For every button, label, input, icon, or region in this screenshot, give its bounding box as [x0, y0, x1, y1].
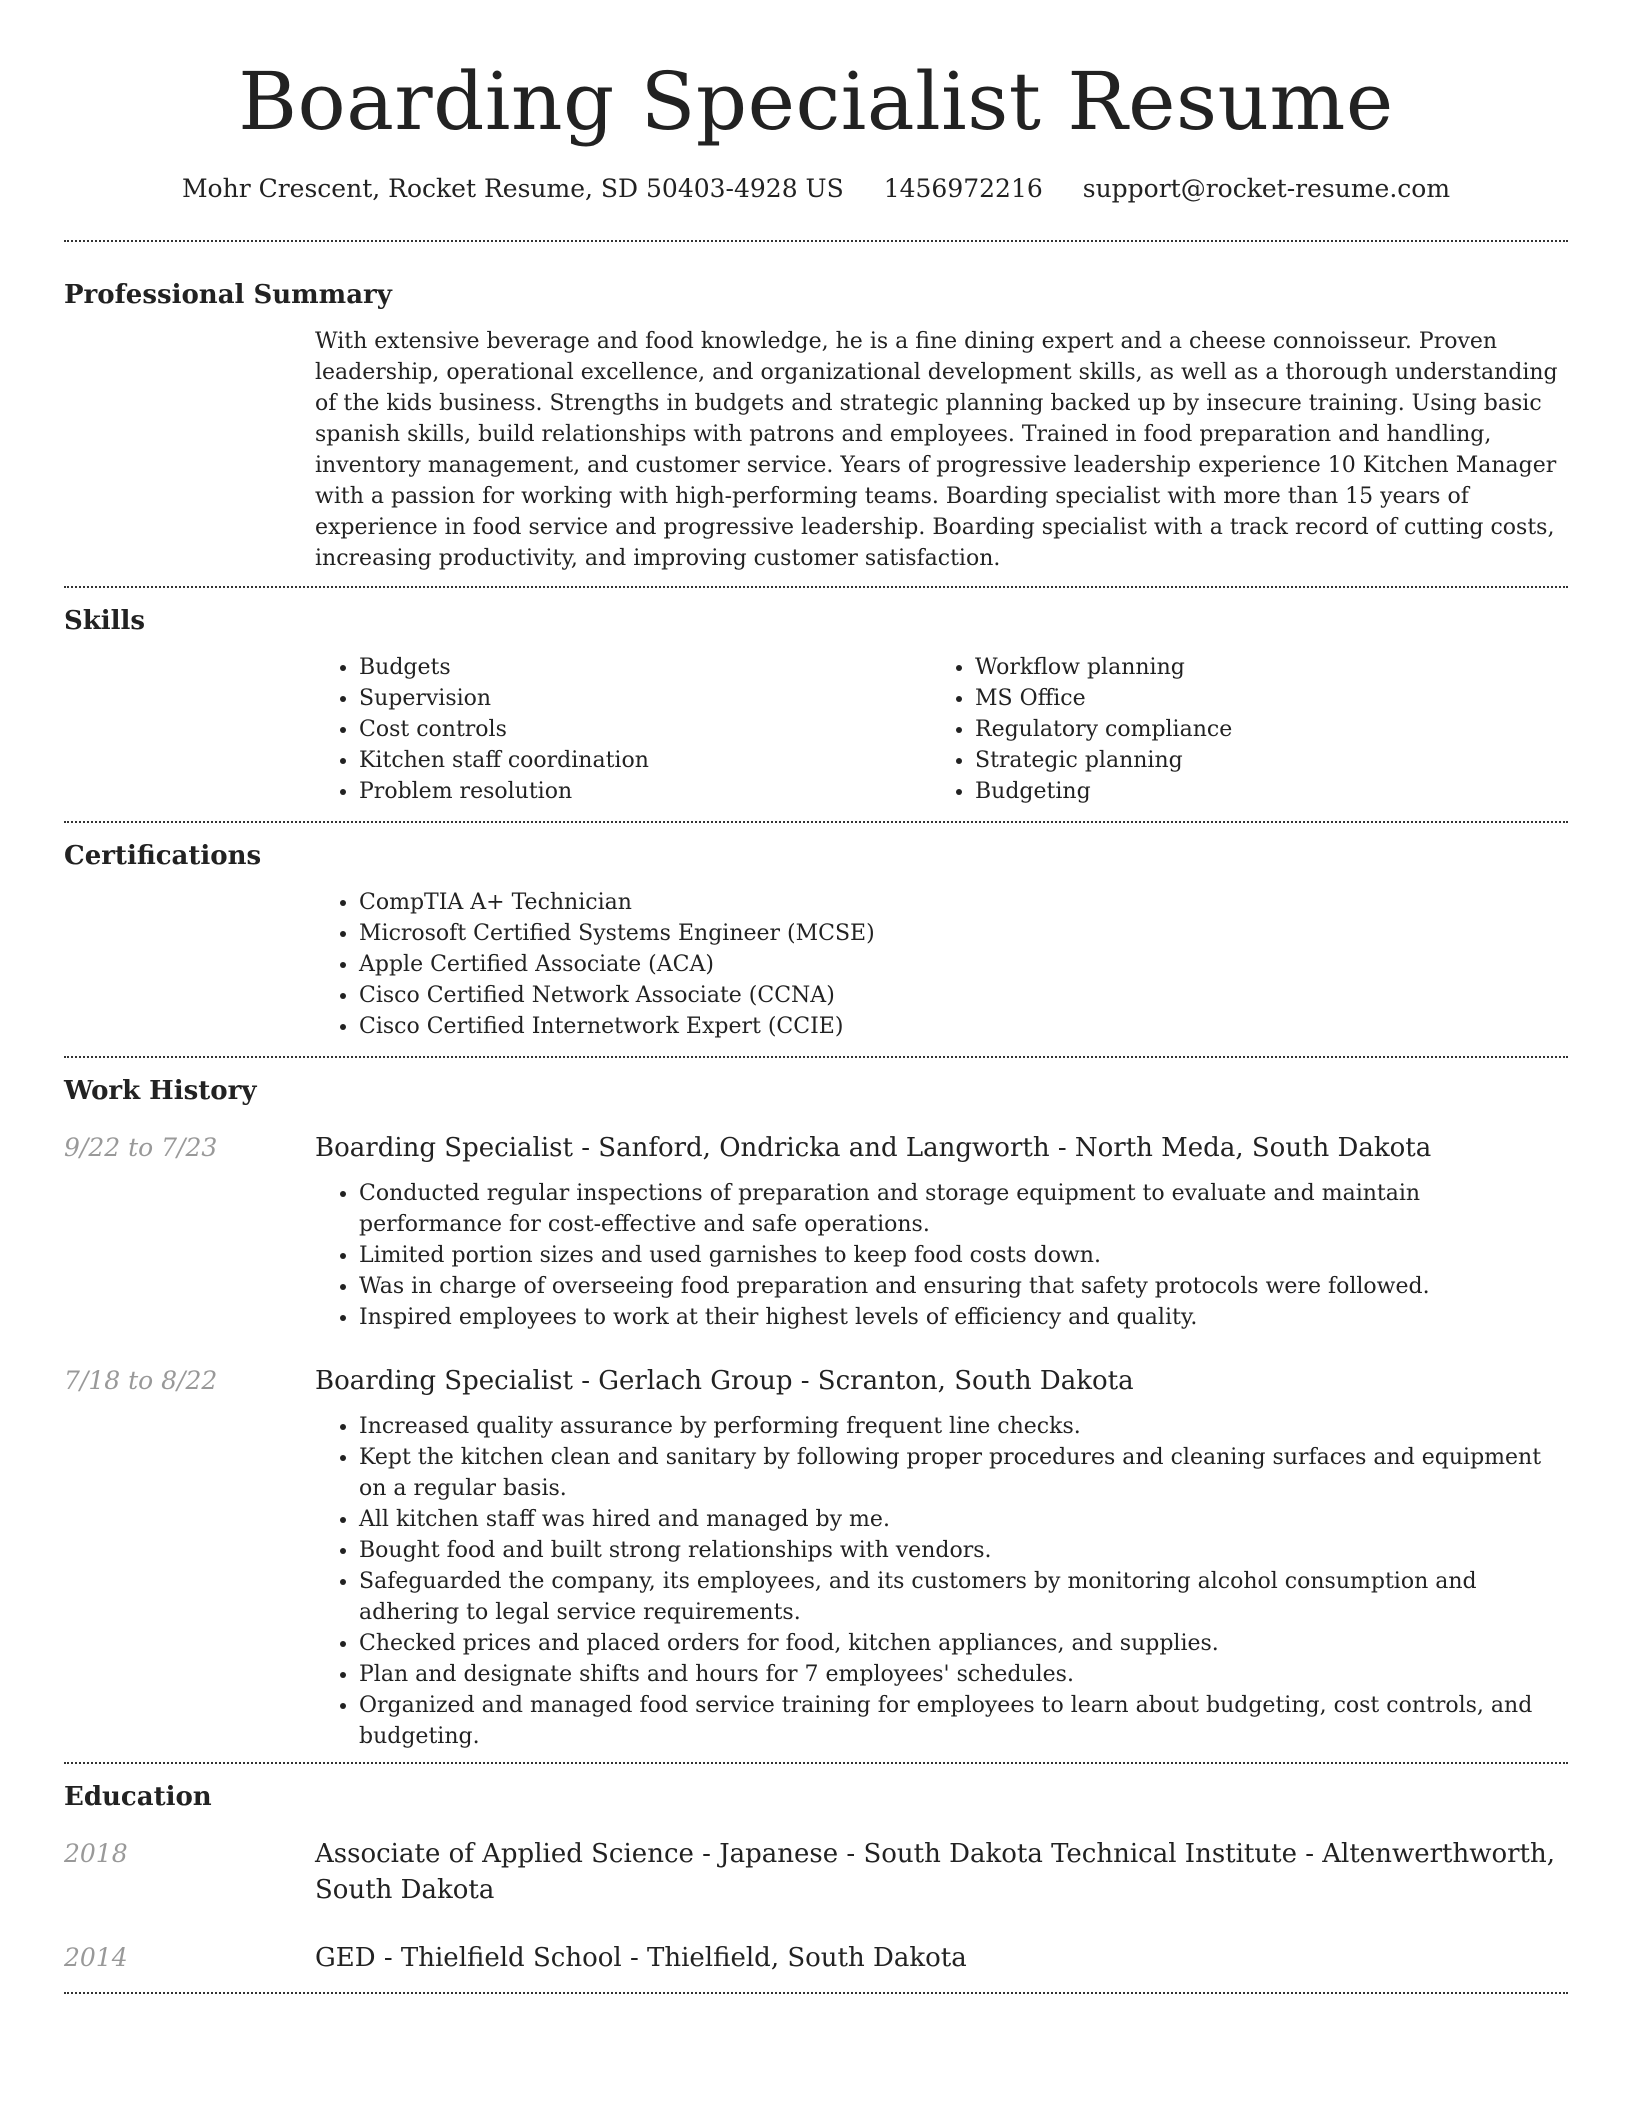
skills-grid — [315, 638, 1568, 821]
job-entry — [64, 1130, 1568, 1333]
job-bullet: • Was in charge of overseeing food preparation and ensuring that safety protocols were followed. — [359, 1271, 1568, 1302]
job-dates: 7/18 to 8/22 — [64, 1366, 218, 1395]
certifications-body — [315, 873, 1568, 1056]
job-bullet: • Increased quality assurance by performing frequent line checks. — [359, 1411, 1568, 1442]
certifications-list — [315, 887, 1568, 1042]
education-entry — [64, 1836, 1568, 1908]
skill-item: • MS Office — [975, 683, 1547, 714]
certifications-section — [64, 823, 1568, 1056]
education-title: Associate of Applied Science - Japanese - South Dakota Technical Institute - Altenwerthworth, South Dakota — [315, 1839, 1556, 1905]
skills-heading: Skills — [64, 606, 146, 636]
summary-section — [64, 242, 1568, 586]
job-bullets — [315, 1411, 1568, 1752]
work-history-heading: Work History — [64, 1076, 257, 1106]
skills-column-right — [931, 652, 1547, 807]
summary-text: With extensive beverage and food knowledge, he is a fine dining expert and a cheese connoisseur. Proven leadership, operational excellence, and organizational development skills, as well as a thorough understanding of the kids business. Strengths in budgets and strategic planning backed up by insecure training. Using basic spanish skills, build relationships with patrons and employees. Trained in food preparation and handling, inventory management, and customer service. Years of progressive leadership experience 10 Kitchen Manager with a passion for working with high-performing teams. Boarding specialist with more than 15 years of experience in food service and progressive leadership. Boarding specialist with a track record of cutting costs, increasing productivity, and improving customer satisfaction. — [315, 329, 1558, 571]
job-body — [315, 1363, 1568, 1752]
contact-phone: 1456972216 — [883, 174, 1043, 203]
certification-item: • Cisco Certified Network Associate (CCNA) — [359, 980, 1568, 1011]
job-title: Boarding Specialist - Sanford, Ondricka and Langworth - North Meda, South Dakota — [315, 1133, 1432, 1163]
resume-title: Boarding Specialist Resume — [238, 55, 1394, 148]
skills-column-left — [315, 652, 931, 807]
certification-item: • Microsoft Certified Systems Engineer (MCSE) — [359, 918, 1568, 949]
section-divider — [64, 1992, 1568, 1994]
education-year: 2018 — [64, 1839, 128, 1868]
skills-section — [64, 588, 1568, 821]
work-history-section — [64, 1058, 1568, 1762]
contact-line — [64, 172, 1568, 206]
skill-item: • Cost controls — [359, 714, 931, 745]
skill-item: • Workflow planning — [975, 652, 1547, 683]
skill-item: • Strategic planning — [975, 745, 1547, 776]
skills-list-left — [315, 652, 931, 807]
certification-item: • Cisco Certified Internetwork Expert (CCIE) — [359, 1011, 1568, 1042]
job-entry — [64, 1363, 1568, 1762]
education-body — [315, 1836, 1568, 1908]
education-title: GED - Thielfield School - Thielfield, South Dakota — [315, 1943, 967, 1973]
contact-address: Mohr Crescent, Rocket Resume, SD 50403-4928 US — [181, 174, 844, 203]
skill-item: • Supervision — [359, 683, 931, 714]
job-bullet: • Limited portion sizes and used garnishes to keep food costs down. — [359, 1240, 1568, 1271]
job-bullet: • Inspired employees to work at their highest levels of efficiency and quality. — [359, 1302, 1568, 1333]
job-title: Boarding Specialist - Gerlach Group - Scranton, South Dakota — [315, 1366, 1134, 1396]
education-year: 2014 — [64, 1943, 128, 1972]
skill-item: • Regulatory compliance — [975, 714, 1547, 745]
certification-item: • Apple Certified Associate (ACA) — [359, 949, 1568, 980]
job-dates: 9/22 to 7/23 — [64, 1133, 218, 1162]
education-section — [64, 1764, 1568, 1992]
certification-item: • CompTIA A+ Technician — [359, 887, 1568, 918]
job-bullet: • Checked prices and placed orders for food, kitchen appliances, and supplies. — [359, 1628, 1568, 1659]
job-bullet: • Safeguarded the company, its employees, and its customers by monitoring alcohol consumption and adhering to legal service requirements. — [359, 1566, 1568, 1628]
education-entry — [64, 1940, 1568, 1992]
job-bullet: • Plan and designate shifts and hours for 7 employees' schedules. — [359, 1659, 1568, 1690]
job-bullet: • Kept the kitchen clean and sanitary by following proper procedures and cleaning surfaces and equipment on a regular basis. — [359, 1442, 1568, 1504]
summary-heading: Professional Summary — [64, 280, 392, 310]
skills-list-right — [931, 652, 1547, 807]
job-bullet: • Bought food and built strong relationships with vendors. — [359, 1535, 1568, 1566]
skill-item: • Kitchen staff coordination — [359, 745, 931, 776]
job-body — [315, 1130, 1568, 1333]
education-body — [315, 1940, 1568, 1976]
job-bullet: • Organized and managed food service training for employees to learn about budgeting, cost controls, and budgeting. — [359, 1690, 1568, 1752]
contact-email[interactable]: support@rocket-resume.com — [1082, 174, 1451, 203]
skill-item: • Budgeting — [975, 776, 1547, 807]
job-bullet: • Conducted regular inspections of preparation and storage equipment to evaluate and maintain performance for cost-effective and safe operations. — [359, 1178, 1568, 1240]
certifications-heading: Certifications — [64, 841, 262, 871]
education-heading: Education — [64, 1782, 212, 1812]
skill-item: • Problem resolution — [359, 776, 931, 807]
job-bullet: • All kitchen staff was hired and managed by me. — [359, 1504, 1568, 1535]
resume-page — [64, 0, 1568, 1994]
skill-item: • Budgets — [359, 652, 931, 683]
job-bullets — [315, 1178, 1568, 1333]
